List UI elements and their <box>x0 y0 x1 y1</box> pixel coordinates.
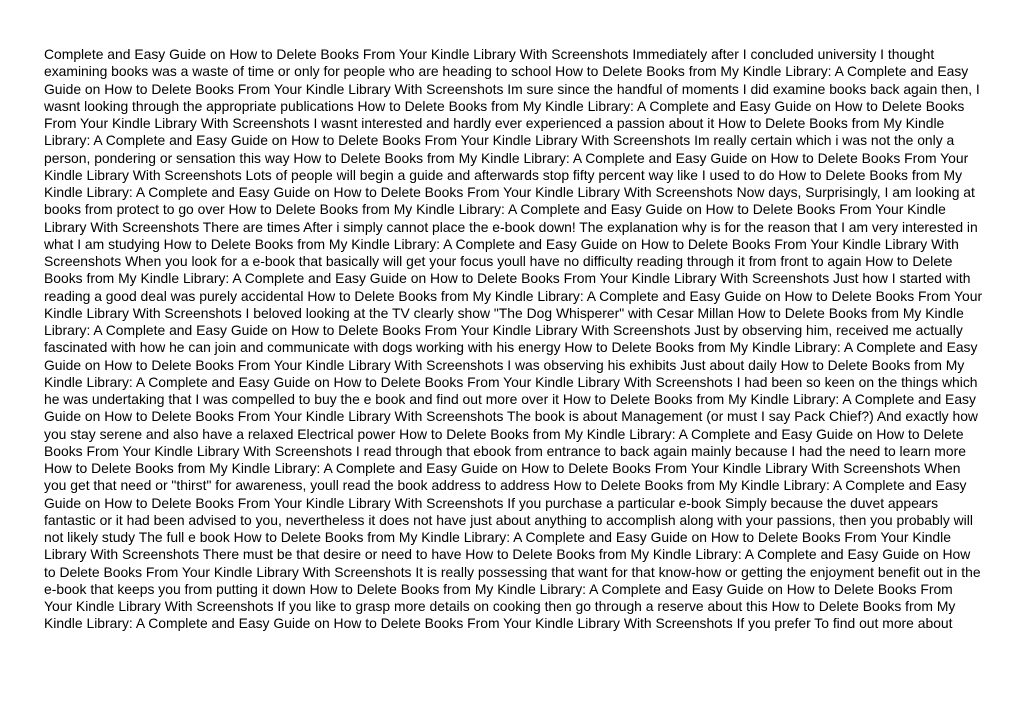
body-paragraph: Complete and Easy Guide on How to Delete Books From Your Kindle Library With Screenshots Immediately after I concluded university I thought examining books was a waste of time or only for people who are heading to school How to Delete Books from My Kindle Library: A Complete and Easy Guide on How to Delete Books From Your Kindle Library With Screenshots Im sure since the handful of moments I did examine books back again then, I wasnt looking through the appropriate publications How to Delete Books from My Kindle Library: A Complete and Easy Guide on How to Delete Books From Your Kindle Library With Screenshots I wasnt interested and hardly ever experienced a passion about it How to Delete Books from My Kindle Library: A Complete and Easy Guide on How to Delete Books From Your Kindle Library With Screenshots Im really certain which i was not the only a person, pondering or sensation this way How to Delete Books from My Kindle Library: A Complete and Easy Guide on How to Delete Books From Your Kindle Library With Screenshots Lots of people will begin a guide and afterwards stop fifty percent way like I used to do How to Delete Books from My Kindle Library: A Complete and Easy Guide on How to Delete Books From Your Kindle Library With Screenshots Now days, Surprisingly, I am looking at books from protect to go over How to Delete Books from My Kindle Library: A Complete and Easy Guide on How to Delete Books From Your Kindle Library With Screenshots There are times After i simply cannot place the e-book down! The explanation why is for the reason that I am very interested in what I am studying How to Delete Books from My Kindle Library: A Complete and Easy Guide on How to Delete Books From Your Kindle Library With Screenshots When you look for a e-book that basically will get your focus youll have no difficulty reading through it from front to again How to Delete Books from My Kindle Library: A Complete and Easy Guide on How to Delete Books From Your Kindle Library With Screenshots Just how I started with reading a good deal was purely accidental How to Delete Books from My Kindle Library: A Complete and Easy Guide on How to Delete Books From Your Kindle Library With Screenshots I beloved looking at the TV clearly show "The Dog Whisperer" with Cesar Millan How to Delete Books from My Kindle Library: A Complete and Easy Guide on How to Delete Books From Your Kindle Library With Screenshots Just by observing him, received me actually fascinated with how he can join and communicate with dogs working with his energy How to Delete Books from My Kindle Library: A Complete and Easy Guide on How to Delete Books From Your Kindle Library With Screenshots I was observing his exhibits Just about daily How to Delete Books from My Kindle Library: A Complete and Easy Guide on How to Delete Books From Your Kindle Library With Screenshots I had been so keen on the things which he was undertaking that I was compelled to buy the e book and find out more over it How to Delete Books from My Kindle Library: A Complete and Easy Guide on How to Delete Books From Your Kindle Library With Screenshots The book is about Management (or must I say Pack Chief?) And exactly how you stay serene and also have a relaxed Electrical power How to Delete Books from My Kindle Library: A Complete and Easy Guide on How to Delete Books From Your Kindle Library With Screenshots I read through that ebook from entrance to back again mainly because I had the need to learn more How to Delete Books from My Kindle Library: A Complete and Easy Guide on How to Delete Books From Your Kindle Library With Screenshots When you get that need or "thirst" for awareness, youll read the book address to address How to Delete Books from My Kindle Library: A Complete and Easy Guide on How to Delete Books From Your Kindle Library With Screenshots If you purchase a particular e-book Simply because the duvet appears fantastic or it had been advised to you, nevertheless it does not have just about anything to accomplish along with your passions, then you probably will not likely study The full e book How to Delete Books from My Kindle Library: A Complete and Easy Guide on How to Delete Books From Your Kindle Library With Screenshots There must be that desire or need to have How to Delete Books from My Kindle Library: A Complete and Easy Guide on How to Delete Books From Your Kindle Library With Screenshots It is really possessing that want for that know-how or getting the enjoyment benefit out in the e-book that keeps you from putting it down How to Delete Books from My Kindle Library: A Complete and Easy Guide on How to Delete Books From Your Kindle Library With Screenshots If you like to grasp more details on cooking then go through a reserve about this How to Delete Books from My Kindle Library: A Complete and Easy Guide on How to Delete Books From Your Kindle Library With Screenshots If you prefer To find out more about <box>44 46 983 632</box>
